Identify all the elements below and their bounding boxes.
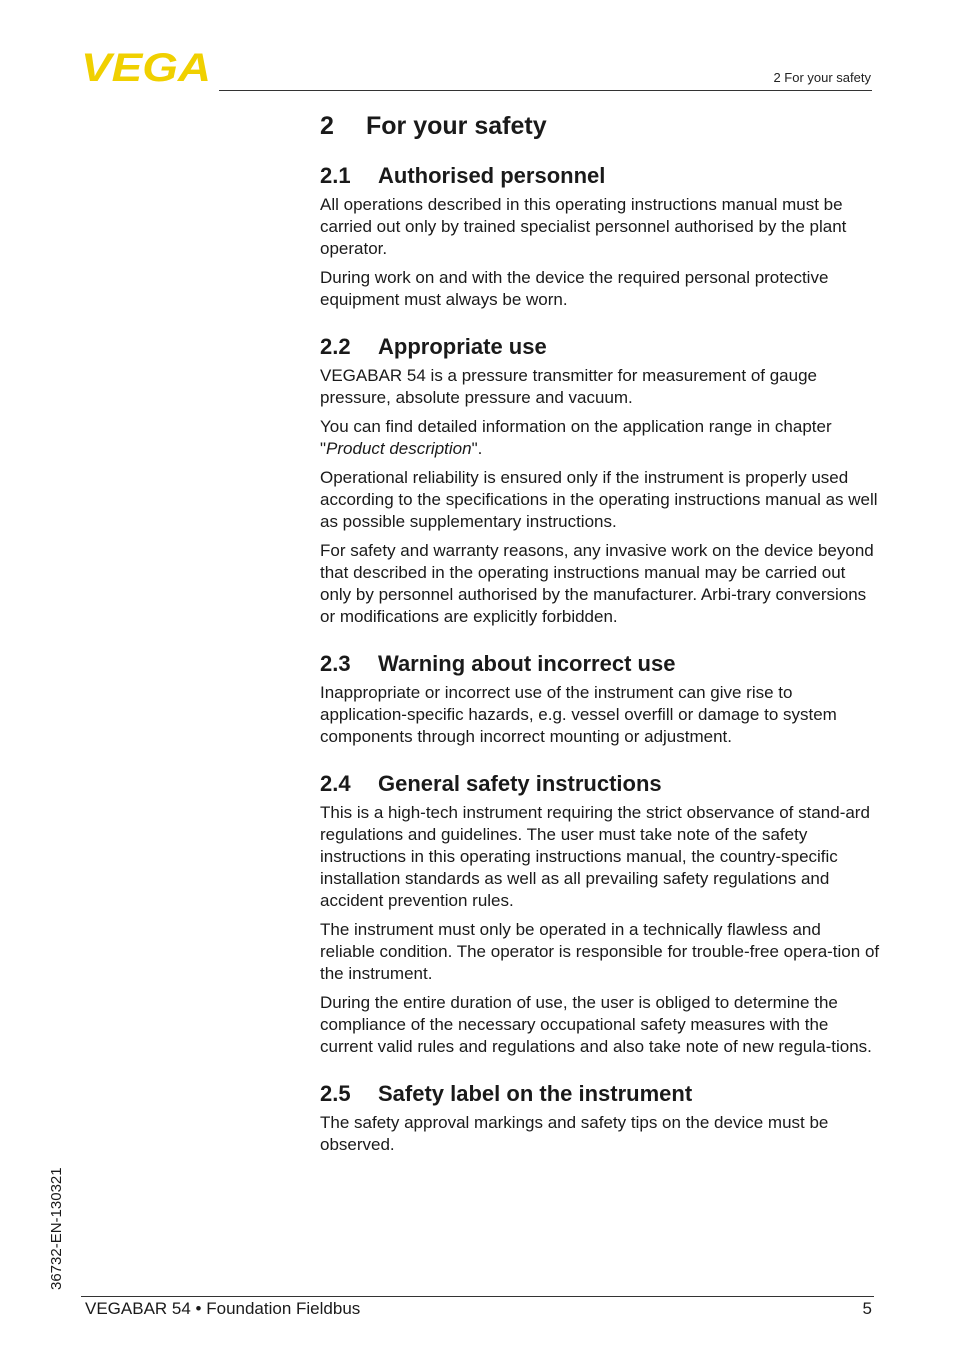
section-authorised-personnel <box>320 162 880 311</box>
vega-logo <box>81 50 213 84</box>
main-content <box>320 110 880 1178</box>
document-id: 36732-EN-130321 <box>48 1167 65 1290</box>
paragraph: During work on and with the device the required personal protective equipment must always be worn. <box>320 268 829 309</box>
section-title: Appropriate use <box>378 334 547 359</box>
paragraph: The safety approval markings and safety tips on the device must be observed. <box>320 1113 829 1154</box>
paragraph-chapter-reference <box>320 416 880 460</box>
footer-product: VEGABAR 54 • Foundation Fieldbus <box>85 1299 361 1318</box>
paragraph: During the entire duration of use, the user is obliged to determine the compliance of the necessary occupational safety measures with the current valid rules and regulations and also take note of new regula-tions. <box>320 993 872 1056</box>
section-title: General safety instructions <box>378 771 662 796</box>
paragraph: VEGABAR 54 is a pressure transmitter for measurement of gauge pressure, absolute pressure and vacuum. <box>320 366 818 407</box>
section-number: 2.3 <box>320 651 351 676</box>
page-number: 5 <box>862 1299 872 1318</box>
chapter-reference: Product description <box>326 439 472 458</box>
ref-text-before: You can find detailed information on the application range in chapter " <box>320 417 832 458</box>
paragraph: Inappropriate or incorrect use of the instrument can give rise to application-specific hazards, e.g. vessel overfill or damage to system components through incorrect mounting or adjustment. <box>320 683 837 746</box>
section-number: 2.4 <box>320 771 351 796</box>
paragraph: Operational reliability is ensured only if the instrument is properly used according to the specifications in the operating instructions manual as well as possible supplementary instructions. <box>320 468 878 531</box>
paragraph: The instrument must only be operated in a technically flawless and reliable condition. The operator is responsible for trouble-free opera-tion of the instrument. <box>320 920 880 983</box>
paragraph: All operations described in this operating instructions manual must be carried out only by trained specialist personnel authorised by the plant operator. <box>320 195 847 258</box>
section-safety-label <box>320 1080 880 1156</box>
header-rule <box>219 90 872 91</box>
section-heading <box>320 162 880 190</box>
section-title: Warning about incorrect use <box>378 651 676 676</box>
section-heading <box>320 1080 880 1108</box>
section-number: 2.2 <box>320 334 351 359</box>
section-general-safety <box>320 770 880 1058</box>
section-number: 2.5 <box>320 1081 351 1106</box>
section-number: 2.1 <box>320 163 351 188</box>
section-warning-incorrect-use <box>320 650 880 748</box>
section-heading <box>320 770 880 798</box>
section-heading <box>320 650 880 678</box>
running-head: 2 For your safety <box>773 70 871 85</box>
chapter-number: 2 <box>320 112 334 140</box>
chapter-heading <box>320 110 880 142</box>
chapter-title: For your safety <box>366 112 547 140</box>
footer-rule <box>81 1296 874 1297</box>
paragraph: This is a high-tech instrument requiring the strict observance of stand-ard regulations and guidelines. The user must take note of the safety instructions in this operating instructions manual, the country-specific installation standards as well as all prevailing safety regulations and accident prevention rules. <box>320 803 870 910</box>
logo-text: VEGA <box>81 50 211 84</box>
section-appropriate-use <box>320 333 880 628</box>
section-heading <box>320 333 880 361</box>
paragraph: For safety and warranty reasons, any invasive work on the device beyond that described in the operating instructions manual may be carried out only by personnel authorised by the manufacturer. Arbi-trary conversions or modifications are explicitly forbidden. <box>320 541 874 626</box>
ref-text-after: ". <box>471 439 483 458</box>
section-title: Authorised personnel <box>378 163 606 188</box>
section-title: Safety label on the instrument <box>378 1081 693 1106</box>
